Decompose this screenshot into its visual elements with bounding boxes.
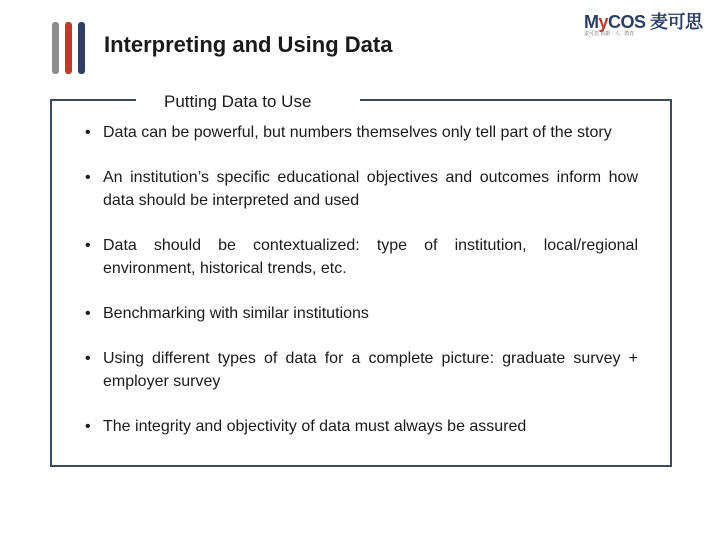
bullet-item: • Data can be powerful, but numbers themselves only tell part of the story <box>82 121 638 144</box>
title-bars-decoration <box>52 22 92 74</box>
gray-bar <box>52 22 59 74</box>
bullet-list <box>82 121 638 438</box>
bullet-item: • Benchmarking with similar institutions <box>82 302 638 325</box>
frame-top-right-segment <box>360 99 642 101</box>
bullet-item: • An institution’s specific educational objectives and outcomes inform how data should be interpreted and used <box>82 166 638 212</box>
bullet-item: • The integrity and objectivity of data must always be assured <box>82 415 638 438</box>
bullet-item: • Using different types of data for a complete picture: graduate survey + employer survey <box>82 347 638 393</box>
red-bar <box>65 22 72 74</box>
bullet-item: • Data should be contextualized: type of institution, local/regional environment, historical trends, etc. <box>82 234 638 280</box>
logo-tagline: 麦可思 数据 · 人 · 教育 <box>584 31 635 37</box>
logo-wordmark: MyCOS 麦可思 <box>584 12 703 32</box>
mycos-logo <box>584 8 714 42</box>
navy-bar <box>78 22 85 74</box>
slide-title: Interpreting and Using Data <box>104 32 393 57</box>
frame-top-left-segment <box>52 99 136 101</box>
box-heading: Putting Data to Use <box>164 92 312 111</box>
